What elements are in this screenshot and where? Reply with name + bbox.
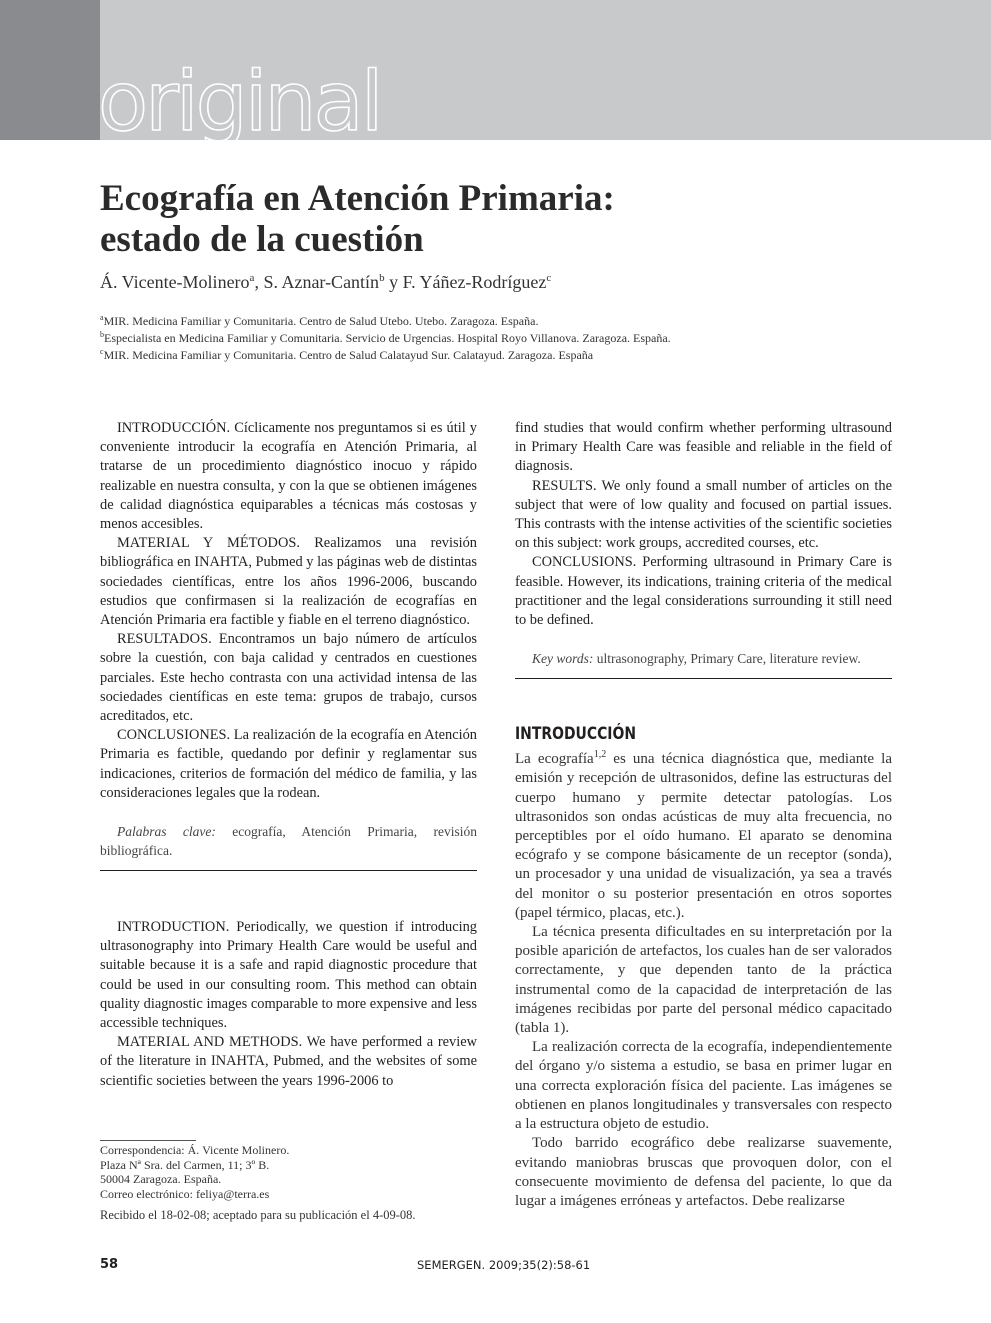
affil-text: MIR. Medicina Familiar y Comunitaria. Centro de Salud Calatayud Sur. Calatayud. Zaragoza. España	[103, 348, 594, 362]
header-band-accent	[0, 0, 100, 140]
affil-mark: c	[100, 347, 104, 356]
author-name: F. Yáñez-Rodríguez	[402, 272, 547, 292]
abstract-english	[100, 918, 477, 1091]
affiliation	[100, 345, 900, 362]
abstract-text: La realización de la ecografía en Atención Primaria es factible, quedando por definir y reglamentar sus indicaciones, criterios de formación del médico de familia, y las consideraciones legales que la rodean.	[100, 727, 477, 801]
affiliation	[100, 328, 900, 345]
abstract-text: We only found a small number of articles on the subject that were of low quality and focused on partial issues. This contrasts with the intense activities of the scientific societies on this subject: work groups, accredited courses, etc.	[515, 477, 892, 552]
abstract-text: Performing ultrasound in Primary Care is feasible. However, its indications, training criteria of the medical practitioner and the legal considerations surrounding it still need to be defined.	[515, 554, 892, 629]
correspondence-line: Plaza Nª Sra. del Carmen, 11; 3º B.	[100, 1157, 270, 1172]
affil-mark: a	[100, 313, 104, 322]
abstract-paragraph	[515, 553, 892, 630]
keywords-label: Key words:	[532, 651, 594, 667]
abstract-label: RESULTS.	[532, 477, 597, 494]
affil-text: MIR. Medicina Familiar y Comunitaria. Centro de Salud Utebo. Utebo. Zaragoza. España.	[103, 314, 539, 328]
affil-mark: b	[100, 330, 104, 339]
title-line-1: Ecografía en Atención Primaria:	[100, 178, 615, 219]
abstract-label: CONCLUSIONS.	[532, 554, 637, 571]
footnote-rule	[100, 1140, 196, 1141]
abstract-paragraph	[100, 419, 477, 534]
abstract-spanish	[100, 419, 477, 803]
author-affil-mark: a	[249, 272, 255, 284]
abstract-paragraph	[100, 1033, 477, 1091]
abstract-paragraph	[100, 918, 477, 1033]
correspondence-line: 50004 Zaragoza. España.	[100, 1172, 222, 1186]
body-paragraph: Todo barrido ecográfico debe realizarse suavemente, evitando maniobras bruscas que provoquen dolor, con el consecuente movimiento de defensa del paciente, lo que da lugar a imágenes erróneas y artefactos. Debe realizarse	[515, 1135, 892, 1209]
abstract-label: MATERIAL Y MÉTODOS.	[117, 535, 300, 552]
journal-reference: SEMERGEN. 2009;35(2):58-61	[417, 1258, 591, 1272]
abstract-paragraph	[100, 726, 477, 803]
body-paragraph: La realización correcta de la ecografía, independientemente del órgano y/o sistema a estudio, se basa en primer lugar en una correcta exploración física del paciente. Las imágenes se obtienen en planos longitudinales y transversales con respecto a la estructura objeto de estudio.	[515, 1039, 892, 1133]
abstract-text: Periodically, we question if introducing ultrasonography into Primary Health Care would be useful and suitable because it is a safe and rapid diagnostic procedure that could be used in our consulting room. This method can obtain quality diagnostic images comparable to more expensive and less accessible techniques.	[100, 919, 477, 1032]
author-affil-mark: b	[379, 272, 385, 284]
affiliation	[100, 311, 900, 328]
left-column	[100, 419, 477, 1091]
abstract-label: CONCLUSIONES.	[117, 727, 231, 744]
author-affil-mark: c	[546, 272, 552, 284]
abstract-label: INTRODUCCIÓN.	[117, 420, 231, 436]
keywords-english	[515, 649, 892, 668]
body-paragraph: La técnica presenta dificultades en su interpretación por la posible aparición de artefactos, los cuales han de ser valorados correctamente, y que dependen tanto de la práctica instrumental como de la capacidad de interpretación de las imágenes recibidas por parte del personal médico capacitado (tabla 1).	[515, 924, 892, 1037]
affil-text: Especialista en Medicina Familiar y Comunitaria. Servicio de Urgencias. Hospital Royo Villanova. Zaragoza. España.	[104, 331, 671, 345]
article-title	[100, 178, 900, 260]
body-text: La ecografía	[515, 751, 594, 768]
abstract-divider	[515, 678, 892, 679]
abstract-text: Cíclicamente nos preguntamos si es útil y conveniente introducir la ecografía en Atención Primaria, al tratarse de un procedimiento diagnóstico inocuo y rápido realizable en nuestra consulta, y con la que se obtienen imágenes de calidad diagnóstica equiparables a técnicas más costosas y menos accesibles.	[100, 420, 477, 533]
abstract-text: Encontramos un bajo número de artículos sobre la cuestión, con baja calidad y centrados en cuestiones parciales. Este hecho contrasta con una actividad intensa de las sociedades científicas en este tema: grupos de trabajo, cursos acreditados, etc.	[100, 631, 477, 725]
author-name: Á. Vicente-Molinero	[100, 272, 250, 292]
affiliations	[100, 311, 900, 362]
author-separator: y	[384, 272, 403, 292]
abstract-label: MATERIAL AND METHODS.	[117, 1034, 303, 1051]
author-separator: ,	[254, 272, 264, 292]
abstract-paragraph	[515, 477, 892, 554]
body-text: es una técnica diagnóstica que, mediante la emisión y recepción de ultrasonidos, define las estructuras del cuerpo humano y permite detectar patologías. Los ultrasonidos son ondas acústicas de muy alta frecuencia, no perceptibles por el oído humano. El aparato se denomina ecógrafo y se compone básicamente de un receptor (sonda), un procesador y una unidad de visualización, ya sea a través del monitor o su posterior presentación en otros soportes (papel térmico, placas, etc.).	[515, 751, 892, 921]
author-name: S. Aznar-Cantín	[263, 272, 380, 292]
right-column	[515, 419, 892, 1211]
abstract-text: Realizamos una revisión bibliográfica en INAHTA, Pubmed y las páginas web de distintas sociedades científicas, entre los años 1996-2006, buscando estudios que confirmasen si la realización de ecografías en Atención Primaria era factible y fiable en el terreno diagnóstico.	[100, 535, 477, 629]
introduction-section	[515, 723, 892, 1211]
reference-mark: 1,2	[593, 749, 607, 761]
abstract-paragraph	[100, 534, 477, 630]
keywords-spanish	[100, 822, 477, 860]
keywords-text: ecografía, Atención Primaria, revisión bibliográfica.	[100, 824, 477, 859]
correspondence-line: Correo electrónico: feliya@terra.es	[100, 1186, 270, 1201]
abstract-divider	[100, 870, 477, 871]
page-number: 58	[100, 1257, 119, 1272]
abstract-paragraph-continued: find studies that would confirm whether performing ultrasound in Primary Health Care was feasible and reliable in the field of diagnosis.	[515, 420, 892, 475]
keywords-text: ultrasonography, Primary Care, literature review.	[593, 651, 861, 667]
correspondence-line: Correspondencia: Á. Vicente Molinero.	[100, 1143, 290, 1157]
abstract-label: RESULTADOS.	[117, 631, 212, 648]
body-paragraph	[515, 745, 892, 923]
title-line-2: estado de la cuestión	[100, 219, 424, 260]
correspondence	[100, 1140, 477, 1201]
abstract-paragraph	[100, 630, 477, 726]
abstract-label: INTRODUCTION.	[117, 919, 230, 936]
keywords-label: Palabras clave:	[117, 824, 216, 840]
abstract-text: We have performed a review of the literature in INAHTA, Pubmed, and the websites of some scientific societies between the years 1996-2006 to	[100, 1034, 477, 1089]
section-label: original	[98, 55, 381, 150]
author-list	[100, 272, 900, 293]
section-heading: INTRODUCCIÓN	[515, 724, 637, 745]
received-dates: Recibido el 18-02-08; aceptado para su publicación el 4-09-08.	[100, 1208, 416, 1222]
